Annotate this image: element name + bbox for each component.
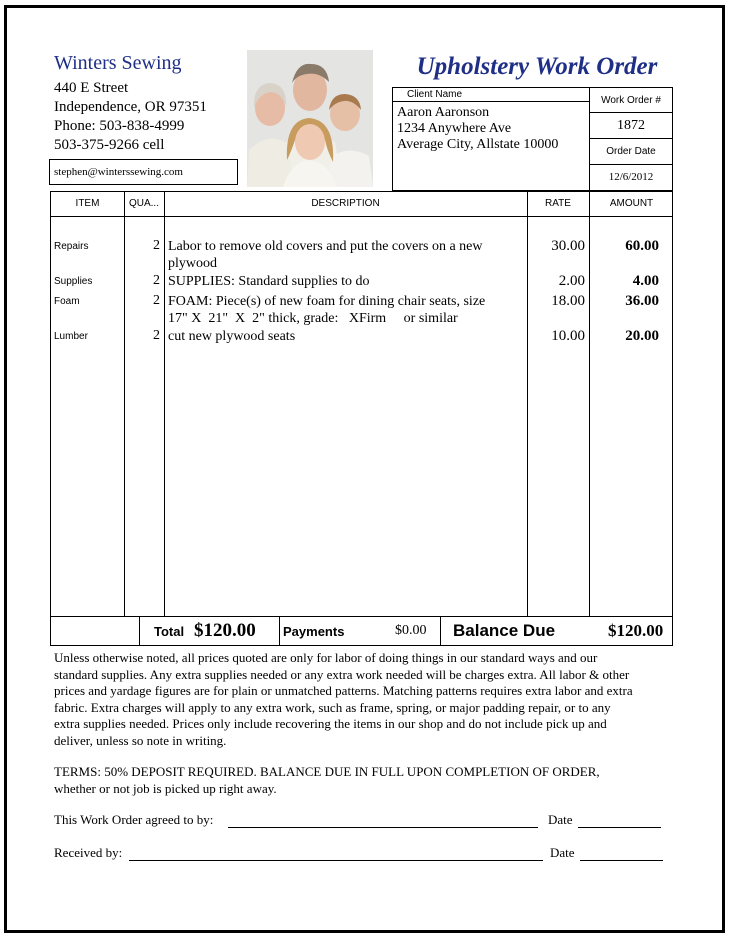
- client-name: Aaron Aaronson: [397, 105, 490, 120]
- row-description: cut new plywood seats: [168, 329, 296, 344]
- client-name-label: Client Name: [393, 88, 590, 102]
- balance-due-label: Balance Due: [453, 621, 556, 640]
- row-amount: 4.00: [632, 273, 659, 289]
- row-amount: 36.00: [625, 293, 659, 309]
- row-item: Foam: [54, 296, 80, 307]
- received-date-label: Date: [550, 845, 575, 860]
- received-by-label: Received by:: [54, 845, 123, 860]
- row-qty: 2: [153, 328, 160, 343]
- row-description: FOAM: Piece(s) of new foam for dining chair seats, size 17" X 21" X 2" thick, grade: XFirm or similar: [168, 294, 486, 326]
- balance-due-value: $120.00: [608, 621, 664, 640]
- family-photo: [247, 50, 373, 187]
- column-header-qty: QUA...: [128, 198, 159, 209]
- order-date-label: Order Date: [590, 139, 672, 165]
- row-amount: 60.00: [625, 238, 659, 254]
- column-header-amount: AMOUNT: [609, 198, 654, 209]
- client-street: 1234 Anywhere Ave: [397, 121, 512, 136]
- column-header-description: DESCRIPTION: [311, 198, 380, 209]
- row-qty: 2: [153, 293, 160, 308]
- row-description: SUPPLIES: Standard supplies to do: [168, 274, 370, 289]
- client-box: [392, 87, 590, 191]
- column-header-rate: RATE: [545, 198, 571, 209]
- company-email: stephen@winterssewing.com: [49, 159, 238, 185]
- row-amount: 20.00: [625, 328, 659, 344]
- row-rate: 2.00: [558, 273, 585, 289]
- row-item: Supplies: [54, 276, 93, 287]
- order-date: 12/6/2012: [608, 171, 654, 183]
- row-rate: 18.00: [551, 293, 585, 309]
- total-value: $120.00: [194, 620, 256, 641]
- agreed-by-label: This Work Order agreed to by:: [54, 812, 214, 827]
- company-address-line1: 440 E Street: [54, 80, 129, 96]
- received-date-line[interactable]: [580, 860, 663, 861]
- terms-notes: Unless otherwise noted, all prices quoted are only for labor of doing things in our standard ways and our standard supplies. Any extra supplies needed or any extra work needed will be charges extra. All labor & other prices and yardage figures are for plain or unmatched patterns. Matching patterns requires extra labor and extra fabric. Extra charges will apply to any extra work, such as frame, spring, or major padding repair, or to any extra supplies needed. Prices only include recovering the items in our shop and do not include pick up and deliver, unless so note in writing.: [54, 650, 633, 748]
- row-qty: 2: [153, 238, 160, 253]
- payments-value: $0.00: [395, 623, 427, 638]
- company-phone: Phone: 503-838-4999: [54, 118, 185, 134]
- work-order-box: [589, 87, 673, 191]
- client-city: Average City, Allstate 10000: [397, 137, 559, 152]
- line-items-table: [50, 191, 673, 617]
- company-name: Winters Sewing: [54, 52, 182, 74]
- company-address-line2: Independence, OR 97351: [54, 99, 207, 115]
- agreed-date-line[interactable]: [578, 827, 661, 828]
- work-order-number: 1872: [590, 113, 672, 139]
- payments-label: Payments: [283, 624, 345, 639]
- document-title: Upholstery Work Order: [416, 53, 658, 80]
- row-item: Lumber: [54, 331, 88, 342]
- row-description: Labor to remove old covers and put the covers on a new plywood: [168, 239, 483, 271]
- column-header-item: ITEM: [75, 198, 100, 209]
- row-rate: 10.00: [551, 328, 585, 344]
- payment-terms: TERMS: 50% DEPOSIT REQUIRED. BALANCE DUE IN FULL UPON COMPLETION OF ORDER, whether or not job is picked up right away.: [54, 764, 600, 796]
- agreed-by-signature-line[interactable]: [228, 827, 538, 828]
- row-rate: 30.00: [551, 238, 585, 254]
- agreed-date-label: Date: [548, 812, 573, 827]
- company-cell: 503-375-9266 cell: [54, 137, 165, 153]
- row-qty: 2: [153, 273, 160, 288]
- total-label: Total: [154, 624, 185, 639]
- work-order-number-label: Work Order #: [590, 88, 672, 113]
- row-item: Repairs: [54, 241, 89, 252]
- received-by-signature-line[interactable]: [129, 860, 543, 861]
- totals-bar: [50, 616, 673, 646]
